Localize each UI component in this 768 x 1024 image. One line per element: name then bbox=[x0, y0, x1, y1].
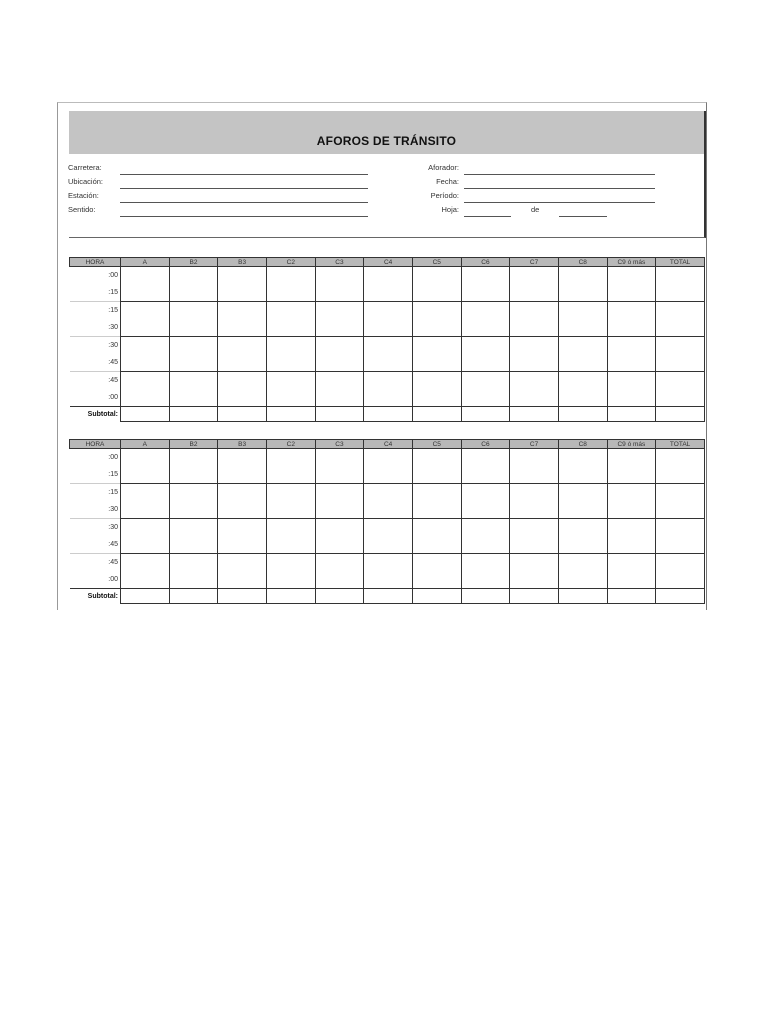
field-aforador[interactable] bbox=[409, 163, 655, 177]
count-cell[interactable] bbox=[315, 267, 364, 302]
field-ubicacion[interactable] bbox=[68, 177, 368, 191]
count-cell[interactable] bbox=[510, 449, 559, 484]
field-line[interactable] bbox=[120, 188, 368, 189]
col-header: HORA bbox=[70, 440, 121, 449]
count-cell[interactable] bbox=[558, 267, 607, 302]
count-cell[interactable] bbox=[364, 484, 413, 519]
col-header: A bbox=[121, 258, 170, 267]
count-cell[interactable] bbox=[218, 484, 267, 519]
col-header: C4 bbox=[364, 440, 413, 449]
subtotal-label: Subtotal: bbox=[70, 407, 121, 422]
count-cell[interactable] bbox=[315, 372, 364, 407]
subtotal-cell[interactable] bbox=[315, 589, 364, 604]
count-cell[interactable] bbox=[121, 337, 170, 372]
count-cell[interactable] bbox=[315, 449, 364, 484]
count-cell[interactable] bbox=[461, 554, 510, 589]
field-line-hoja[interactable] bbox=[464, 216, 511, 217]
count-cell[interactable] bbox=[364, 337, 413, 372]
col-header: C5 bbox=[412, 258, 461, 267]
count-cell[interactable] bbox=[412, 554, 461, 589]
table-header-row bbox=[70, 440, 705, 449]
time-label: :00 bbox=[70, 571, 121, 589]
col-header: B3 bbox=[218, 440, 267, 449]
count-cell[interactable] bbox=[315, 484, 364, 519]
count-cell[interactable] bbox=[315, 519, 364, 554]
count-cell[interactable] bbox=[121, 484, 170, 519]
subtotal-cell[interactable] bbox=[412, 589, 461, 604]
count-cell[interactable] bbox=[558, 337, 607, 372]
count-cell[interactable] bbox=[364, 302, 413, 337]
col-header: TOTAL bbox=[656, 258, 705, 267]
count-cell[interactable] bbox=[169, 267, 218, 302]
field-label: Aforador: bbox=[428, 163, 459, 172]
title-band bbox=[69, 111, 704, 154]
count-cell[interactable] bbox=[364, 519, 413, 554]
count-cell[interactable] bbox=[656, 372, 705, 407]
field-line[interactable] bbox=[464, 188, 655, 189]
count-cell[interactable] bbox=[510, 267, 559, 302]
count-cell[interactable] bbox=[461, 484, 510, 519]
count-cell[interactable] bbox=[510, 554, 559, 589]
count-cell[interactable] bbox=[266, 449, 315, 484]
count-cell[interactable] bbox=[169, 484, 218, 519]
count-cell[interactable] bbox=[266, 554, 315, 589]
field-line[interactable] bbox=[120, 216, 368, 217]
count-cell[interactable] bbox=[461, 337, 510, 372]
time-label: :00 bbox=[70, 449, 121, 467]
count-cell[interactable] bbox=[266, 302, 315, 337]
time-label: :00 bbox=[70, 267, 121, 285]
time-label: :15 bbox=[70, 302, 121, 320]
count-cell[interactable] bbox=[218, 372, 267, 407]
table-row bbox=[70, 267, 705, 285]
subtotal-cell[interactable] bbox=[169, 407, 218, 422]
count-cell[interactable] bbox=[607, 337, 656, 372]
subtotal-cell[interactable] bbox=[412, 407, 461, 422]
count-cell[interactable] bbox=[510, 372, 559, 407]
count-cell[interactable] bbox=[412, 519, 461, 554]
count-cell[interactable] bbox=[364, 267, 413, 302]
col-header: C8 bbox=[558, 258, 607, 267]
table-row bbox=[70, 484, 705, 502]
col-header: A bbox=[121, 440, 170, 449]
col-header: C9 ó más bbox=[607, 258, 656, 267]
count-cell[interactable] bbox=[461, 449, 510, 484]
count-cell[interactable] bbox=[656, 267, 705, 302]
count-cell[interactable] bbox=[656, 554, 705, 589]
count-cell[interactable] bbox=[266, 372, 315, 407]
count-cell[interactable] bbox=[607, 519, 656, 554]
count-cell[interactable] bbox=[218, 554, 267, 589]
field-label: Período: bbox=[430, 191, 459, 200]
count-cell[interactable] bbox=[218, 302, 267, 337]
count-cell[interactable] bbox=[461, 267, 510, 302]
subtotal-cell[interactable] bbox=[315, 407, 364, 422]
count-cell[interactable] bbox=[266, 519, 315, 554]
col-header: C4 bbox=[364, 258, 413, 267]
count-cell[interactable] bbox=[121, 267, 170, 302]
field-label: Hoja: bbox=[441, 205, 459, 214]
subtotal-cell[interactable] bbox=[364, 407, 413, 422]
count-cell[interactable] bbox=[461, 372, 510, 407]
field-periodo[interactable] bbox=[409, 191, 655, 205]
field-estacion[interactable] bbox=[68, 191, 368, 205]
table-row bbox=[70, 302, 705, 320]
count-cell[interactable] bbox=[412, 372, 461, 407]
time-label: :45 bbox=[70, 536, 121, 554]
count-cell[interactable] bbox=[169, 519, 218, 554]
field-label-de: de bbox=[531, 205, 540, 214]
count-cell[interactable] bbox=[169, 372, 218, 407]
subtotal-cell[interactable] bbox=[656, 589, 705, 604]
subtotal-cell[interactable] bbox=[461, 407, 510, 422]
subtotal-cell[interactable] bbox=[364, 589, 413, 604]
col-header: C9 ó más bbox=[607, 440, 656, 449]
count-cell[interactable] bbox=[412, 302, 461, 337]
count-cell[interactable] bbox=[510, 302, 559, 337]
table-row bbox=[70, 449, 705, 467]
field-sentido[interactable] bbox=[68, 205, 368, 219]
subtotal-cell[interactable] bbox=[266, 407, 315, 422]
field-line[interactable] bbox=[464, 202, 655, 203]
count-cell[interactable] bbox=[169, 554, 218, 589]
time-label: :30 bbox=[70, 319, 121, 337]
subtotal-cell[interactable] bbox=[121, 589, 170, 604]
field-line[interactable] bbox=[464, 174, 655, 175]
count-cell[interactable] bbox=[607, 372, 656, 407]
count-cell[interactable] bbox=[266, 484, 315, 519]
time-label: :15 bbox=[70, 484, 121, 502]
count-cell[interactable] bbox=[364, 449, 413, 484]
count-cell[interactable] bbox=[656, 484, 705, 519]
col-header: C7 bbox=[510, 258, 559, 267]
count-cell[interactable] bbox=[218, 267, 267, 302]
count-cell[interactable] bbox=[121, 554, 170, 589]
count-cell[interactable] bbox=[656, 449, 705, 484]
count-cell[interactable] bbox=[558, 372, 607, 407]
col-header: C6 bbox=[461, 258, 510, 267]
count-cell[interactable] bbox=[364, 554, 413, 589]
count-cell[interactable] bbox=[656, 302, 705, 337]
count-cell[interactable] bbox=[315, 337, 364, 372]
count-cell[interactable] bbox=[364, 372, 413, 407]
count-cell[interactable] bbox=[558, 554, 607, 589]
subtotal-cell[interactable] bbox=[510, 589, 559, 604]
subtotal-cell[interactable] bbox=[266, 589, 315, 604]
traffic-count-sheet bbox=[57, 102, 707, 610]
subtotal-cell[interactable] bbox=[510, 407, 559, 422]
subtotal-cell[interactable] bbox=[607, 589, 656, 604]
count-cell[interactable] bbox=[558, 484, 607, 519]
table-header-row bbox=[70, 258, 705, 267]
count-cell[interactable] bbox=[607, 449, 656, 484]
count-cell[interactable] bbox=[412, 449, 461, 484]
count-cell[interactable] bbox=[121, 372, 170, 407]
count-cell[interactable] bbox=[169, 449, 218, 484]
time-label: :45 bbox=[70, 372, 121, 390]
table-row bbox=[70, 519, 705, 537]
subtotal-cell[interactable] bbox=[121, 407, 170, 422]
count-cell[interactable] bbox=[412, 337, 461, 372]
subtotal-cell[interactable] bbox=[558, 589, 607, 604]
count-cell[interactable] bbox=[315, 302, 364, 337]
col-header: C3 bbox=[315, 440, 364, 449]
count-cell[interactable] bbox=[315, 554, 364, 589]
header-frame bbox=[69, 111, 706, 238]
count-table-2 bbox=[69, 439, 705, 604]
col-header: B2 bbox=[169, 440, 218, 449]
time-label: :45 bbox=[70, 554, 121, 572]
count-cell[interactable] bbox=[169, 337, 218, 372]
count-cell[interactable] bbox=[607, 484, 656, 519]
col-header: TOTAL bbox=[656, 440, 705, 449]
count-cell[interactable] bbox=[266, 337, 315, 372]
count-cell[interactable] bbox=[461, 519, 510, 554]
field-fecha[interactable] bbox=[409, 177, 655, 191]
col-header: C2 bbox=[266, 440, 315, 449]
subtotal-cell[interactable] bbox=[218, 589, 267, 604]
subtotal-cell[interactable] bbox=[607, 407, 656, 422]
subtotal-cell[interactable] bbox=[461, 589, 510, 604]
field-label: Ubicación: bbox=[68, 177, 104, 186]
col-header: C8 bbox=[558, 440, 607, 449]
field-hoja[interactable] bbox=[409, 205, 655, 219]
count-cell[interactable] bbox=[461, 302, 510, 337]
field-label: Carretera: bbox=[68, 163, 102, 172]
field-label: Fecha: bbox=[436, 177, 459, 186]
count-cell[interactable] bbox=[121, 302, 170, 337]
col-header: B2 bbox=[169, 258, 218, 267]
count-cell[interactable] bbox=[558, 519, 607, 554]
subtotal-row bbox=[70, 407, 705, 422]
count-cell[interactable] bbox=[266, 267, 315, 302]
count-cell[interactable] bbox=[607, 267, 656, 302]
table-row bbox=[70, 337, 705, 355]
field-label: Estación: bbox=[68, 191, 99, 200]
col-header: C5 bbox=[412, 440, 461, 449]
col-header: C6 bbox=[461, 440, 510, 449]
table-row bbox=[70, 554, 705, 572]
time-label: :45 bbox=[70, 354, 121, 372]
count-cell[interactable] bbox=[607, 302, 656, 337]
count-cell[interactable] bbox=[412, 267, 461, 302]
field-line[interactable] bbox=[120, 174, 368, 175]
count-cell[interactable] bbox=[121, 519, 170, 554]
count-cell[interactable] bbox=[510, 337, 559, 372]
subtotal-cell[interactable] bbox=[558, 407, 607, 422]
time-label: :30 bbox=[70, 501, 121, 519]
table-row bbox=[70, 372, 705, 390]
count-cell[interactable] bbox=[607, 554, 656, 589]
count-cell[interactable] bbox=[218, 449, 267, 484]
time-label: :15 bbox=[70, 466, 121, 484]
time-label: :30 bbox=[70, 519, 121, 537]
subtotal-cell[interactable] bbox=[169, 589, 218, 604]
time-label: :30 bbox=[70, 337, 121, 355]
count-cell[interactable] bbox=[218, 337, 267, 372]
col-header: C7 bbox=[510, 440, 559, 449]
count-cell[interactable] bbox=[412, 484, 461, 519]
count-cell[interactable] bbox=[510, 484, 559, 519]
col-header: B3 bbox=[218, 258, 267, 267]
count-cell[interactable] bbox=[510, 519, 559, 554]
count-table-1 bbox=[69, 257, 705, 422]
subtotal-label: Subtotal: bbox=[70, 589, 121, 604]
subtotal-cell[interactable] bbox=[218, 407, 267, 422]
count-cell[interactable] bbox=[218, 519, 267, 554]
count-cell[interactable] bbox=[656, 337, 705, 372]
col-header: HORA bbox=[70, 258, 121, 267]
page-title: AFOROS DE TRÁNSITO bbox=[316, 133, 457, 148]
count-cell[interactable] bbox=[558, 302, 607, 337]
col-header: C2 bbox=[266, 258, 315, 267]
time-label: :15 bbox=[70, 284, 121, 302]
time-label: :00 bbox=[70, 389, 121, 407]
field-line[interactable] bbox=[120, 202, 368, 203]
subtotal-cell[interactable] bbox=[656, 407, 705, 422]
count-cell[interactable] bbox=[558, 449, 607, 484]
field-carretera[interactable] bbox=[68, 163, 368, 177]
col-header: C3 bbox=[315, 258, 364, 267]
count-cell[interactable] bbox=[169, 302, 218, 337]
field-line-de[interactable] bbox=[559, 216, 607, 217]
count-cell[interactable] bbox=[121, 449, 170, 484]
count-cell[interactable] bbox=[656, 519, 705, 554]
field-label: Sentido: bbox=[68, 205, 96, 214]
subtotal-row bbox=[70, 589, 705, 604]
